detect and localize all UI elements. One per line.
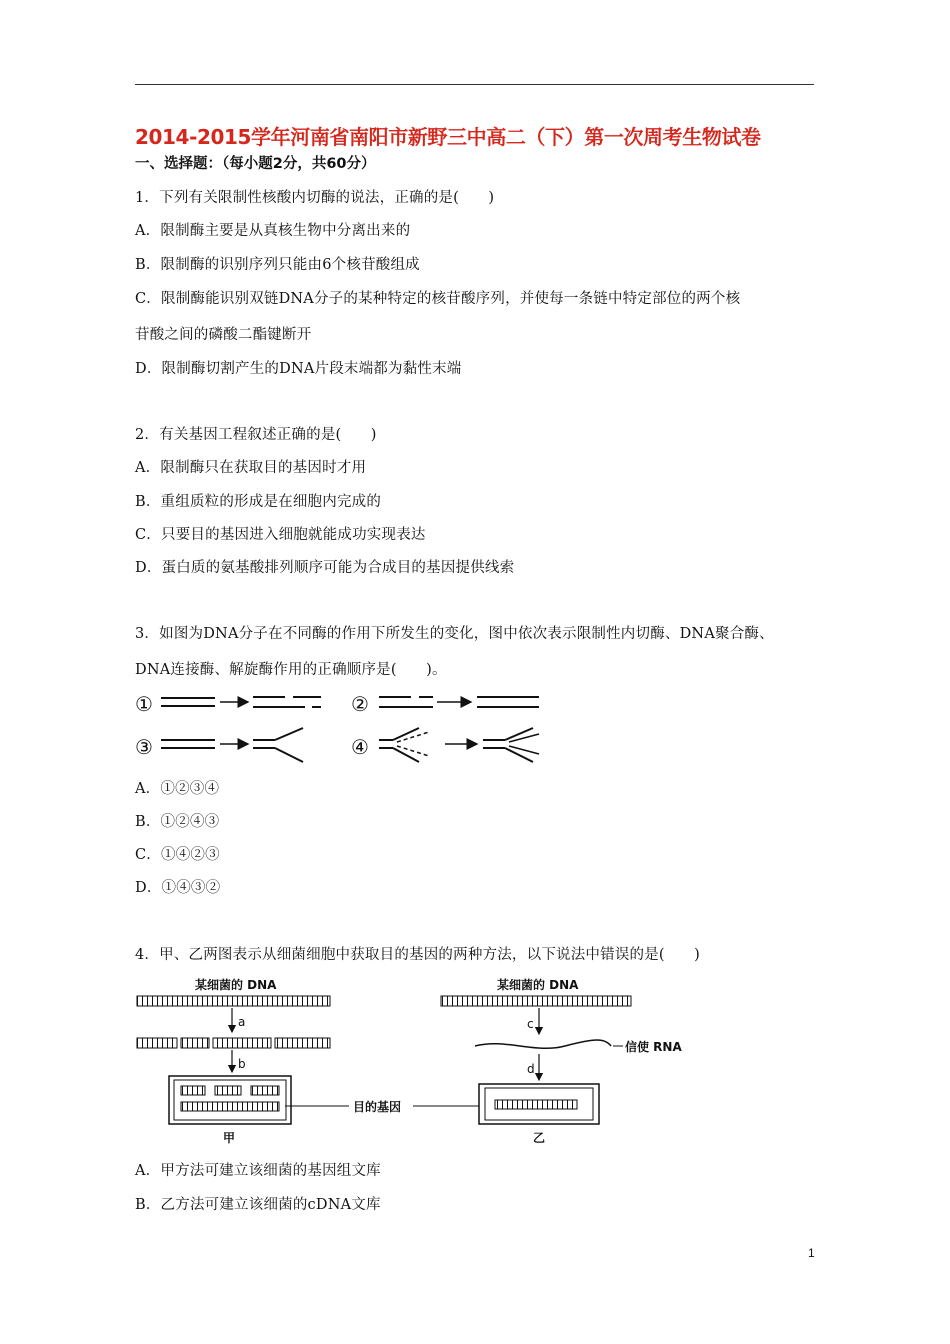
fig-right-dna-label: 某细菌的 DNA bbox=[497, 978, 579, 992]
target-gene-label: 目的基因 bbox=[353, 1100, 402, 1114]
exam-title: 2014-2015学年河南省南阳市新野三中高二（下）第一次周考生物试卷 bbox=[135, 125, 761, 149]
q2-stem: 2．有关基因工程叙述正确的是( ) bbox=[135, 427, 377, 443]
q3-option-c: C．①④②③ bbox=[135, 847, 220, 863]
fig-left-dna-label: 某细菌的 DNA bbox=[195, 978, 277, 992]
q3-option-b: B．①②④③ bbox=[135, 814, 220, 830]
q2-option-d: D．蛋白质的氨基酸排列顺序可能为合成目的基因提供线索 bbox=[135, 560, 515, 576]
caption-jia: 甲 bbox=[223, 1131, 236, 1145]
q1-option-b: B．限制酶的识别序列只能由6个核苷酸组成 bbox=[135, 257, 420, 273]
mrna-strand bbox=[475, 1040, 611, 1048]
step-c-label: c bbox=[527, 1017, 534, 1031]
mrna-label: 信使 RNA bbox=[625, 1040, 682, 1054]
q4-stem: 4．甲、乙两图表示从细菌细胞中获取目的基因的两种方法，以下说法中错误的是( ) bbox=[135, 947, 701, 963]
q1-option-c-cont: 苷酸之间的磷酸二酯键断开 bbox=[135, 327, 312, 343]
q3-stem: 3．如图为DNA分子在不同酶的作用下所发生的变化，图中依次表示限制性内切酶、DNA聚合酶、 bbox=[135, 626, 774, 642]
q4-gene-library-figure bbox=[135, 976, 695, 1148]
q3-option-d: D．①④③② bbox=[135, 880, 221, 896]
fig-label-2: ② bbox=[351, 692, 369, 716]
q2-option-c: C．只要目的基因进入细胞就能成功实现表达 bbox=[135, 527, 426, 543]
fragmented-dna bbox=[137, 1038, 330, 1048]
fig-label-4: ④ bbox=[351, 735, 369, 759]
q4-option-a: A．甲方法可建立该细菌的基因组文库 bbox=[135, 1163, 381, 1179]
header-rule bbox=[135, 84, 814, 85]
step-a-label: a bbox=[238, 1015, 246, 1029]
q3-option-a: A．①②③④ bbox=[135, 781, 220, 797]
q1-option-a: A．限制酶主要是从真核生物中分离出来的 bbox=[135, 223, 411, 239]
q2-option-b: B．重组质粒的形成是在细胞内完成的 bbox=[135, 494, 382, 510]
q3-stem-cont: DNA连接酶、解旋酶作用的正确顺序是( )。 bbox=[135, 662, 447, 678]
fig-label-1: ① bbox=[135, 692, 153, 716]
page-number: 1 bbox=[808, 1246, 815, 1260]
fig-label-3: ③ bbox=[135, 735, 153, 759]
q2-option-a: A．限制酶只在获取目的基因时才用 bbox=[135, 460, 367, 476]
section-heading: 一、选择题：（每小题2分，共60分） bbox=[135, 156, 376, 172]
step-b-label: b bbox=[238, 1057, 246, 1071]
step-d-label: d bbox=[527, 1062, 535, 1076]
q1-option-c: C．限制酶能识别双链DNA分子的某种特定的核苷酸序列，并使每一条链中特定部位的两个核 bbox=[135, 291, 741, 307]
q3-dna-enzyme-figure bbox=[135, 686, 555, 768]
q1-option-d: D．限制酶切割产生的DNA片段末端都为黏性末端 bbox=[135, 361, 462, 377]
caption-yi: 乙 bbox=[533, 1131, 546, 1145]
q4-option-b: B．乙方法可建立该细菌的cDNA文库 bbox=[135, 1197, 381, 1213]
q1-stem: 1．下列有关限制性核酸内切酶的说法，正确的是( ) bbox=[135, 190, 495, 206]
